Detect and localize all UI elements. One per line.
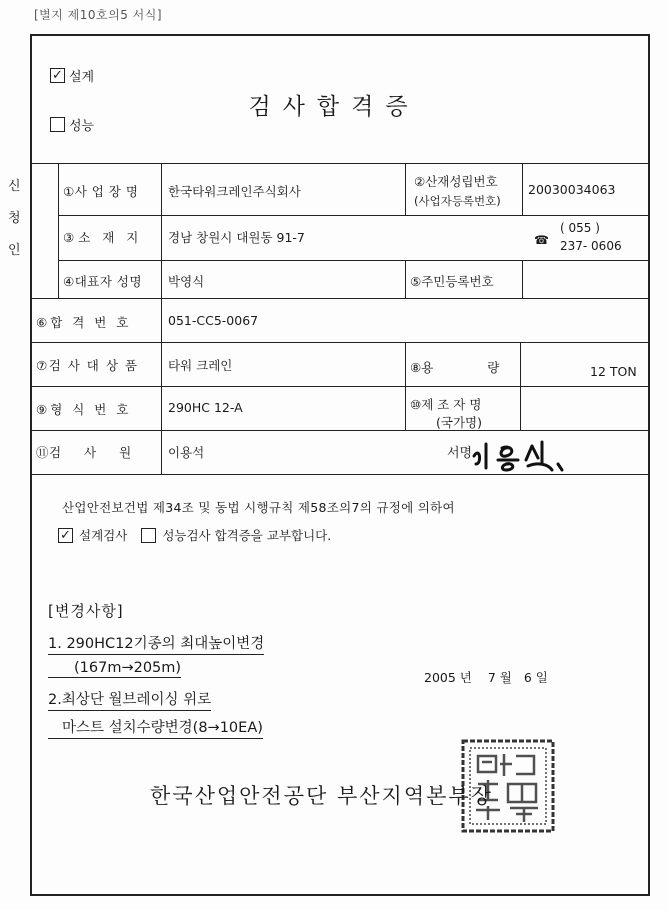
issuer-name: 한국산업안전공단 부산지역본부장 [150,784,493,808]
business-name-label: ①사 업 장 명 [63,184,139,199]
checkbox-design-inspection[interactable]: ✓ [58,528,73,543]
inspector-label: ⑪검 사 원 [36,445,132,460]
target-label: ⑦검 사 대 상 품 [36,358,139,373]
model-label: ⑨형 식 번 호 [36,402,132,417]
phone-icon: ☎ [534,233,549,247]
capacity-label: ⑧용 량 [410,360,500,375]
sign-label: 서명 [447,446,473,461]
option-performance-label: 성능 [69,119,95,134]
reg-no-value: 20030034063 [528,182,616,197]
reg-no-sub-label: (사업자등록번호) [414,194,501,208]
maker-sub-label: (국가명) [436,415,482,430]
phone-number: 237- 0606 [560,239,622,253]
business-name-value: 한국타워크레인주식회사 [168,184,301,199]
date-day-unit: 일 [535,670,548,685]
page-title: 검사합격증 [248,94,420,120]
representative-value: 박영식 [168,274,205,289]
pass-no-label: ⑥합 격 번 호 [36,315,132,330]
form-number-label: [별지 제10호의5 서식] [34,8,163,22]
address-value: 경남 창원시 대원동 91-7 [168,230,305,245]
phone-area-code: ( 055 ) [560,221,600,235]
date-day: 6 [523,670,532,685]
issue-date [424,668,548,686]
date-month: 7 [487,670,496,685]
date-year: 2005 [424,670,456,685]
model-value: 290HC 12-A [168,400,243,415]
checkbox-design[interactable]: ✓ [50,68,65,83]
representative-label: ④대표자 성명 [63,274,143,289]
change-item-2-detail: 마스트 설치수량변경(8→10EA) [48,716,263,739]
changes-heading: [변경사항] [48,602,124,620]
date-month-unit: 월 [499,670,512,685]
performance-inspection-label: 성능검사 합격증을 교부합니다. [162,528,332,543]
inspector-value: 이용석 [168,445,205,460]
option-design-label: 설계 [69,70,95,85]
address-label: ③소 재 지 [63,230,143,245]
capacity-value: 12 TON [590,364,637,379]
issue-checks [58,526,331,544]
date-year-unit: 년 [459,670,472,685]
checkbox-performance-inspection[interactable] [141,528,156,543]
reg-no-label: ②산재성립번호 [414,174,498,189]
inspector-signature [466,434,576,474]
change-item-1: 1. 290HC12기종의 최대높이변경 [48,632,264,655]
change-item-1-detail: (167m→205m) [48,660,181,678]
pass-no-value: 051-CC5-0067 [168,313,259,328]
resident-no-label: ⑤주민등록번호 [410,274,494,289]
target-value: 타워 크레인 [168,358,233,373]
design-inspection-label: 설계검사 [79,528,128,543]
statement-text: 산업안전보건법 제34조 및 동법 시행규칙 제58조의7의 규정에 의하여 [62,500,455,515]
change-item-2: 2.최상단 월브레이싱 위로 [48,688,211,711]
maker-label: ⑩제 조 자 명 [410,397,482,412]
option-design[interactable] [50,66,94,85]
